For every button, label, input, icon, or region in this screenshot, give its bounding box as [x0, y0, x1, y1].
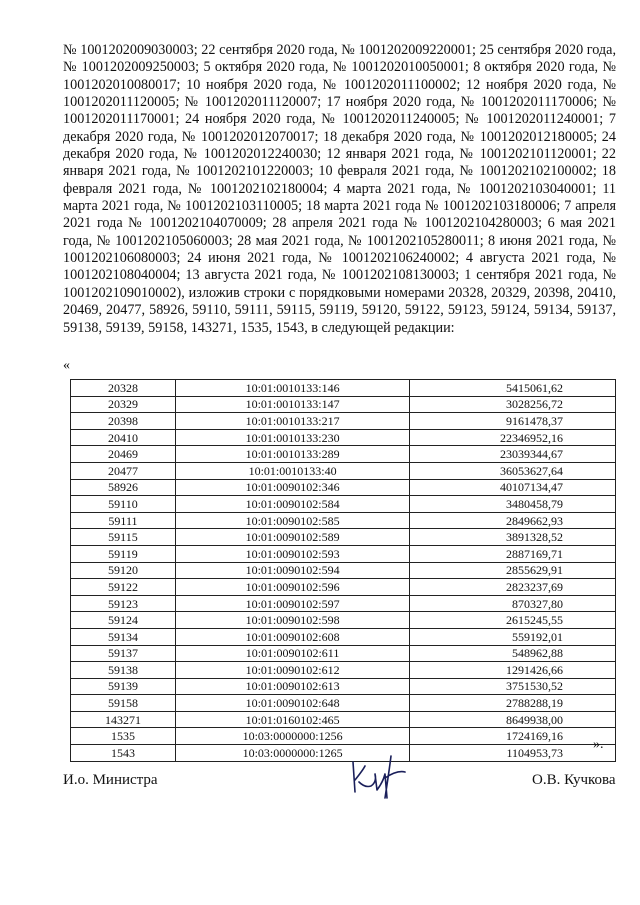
table-row	[71, 462, 616, 479]
cadastral-number: 10:01:0160102:465	[175, 711, 409, 728]
row-number: 59110	[71, 496, 176, 513]
cadastral-number: 10:01:0010133:40	[175, 462, 409, 479]
table-row	[71, 429, 616, 446]
table-row	[71, 711, 616, 728]
cadastral-value: 23039344,67	[410, 446, 616, 463]
table-body	[71, 380, 616, 762]
cadastral-number: 10:03:0000000:1256	[175, 728, 409, 745]
cadastral-value: 2615245,55	[410, 612, 616, 629]
signer-name: О.В. Кучкова	[532, 772, 616, 788]
table-row	[71, 678, 616, 695]
row-number: 20329	[71, 396, 176, 413]
row-number: 20477	[71, 462, 176, 479]
table-row	[71, 529, 616, 546]
row-number: 1543	[71, 745, 176, 762]
cadastral-number: 10:01:0090102:611	[175, 645, 409, 662]
table-row	[71, 413, 616, 430]
cadastral-value: 559192,01	[410, 628, 616, 645]
cadastral-value: 548962,88	[410, 645, 616, 662]
row-number: 20410	[71, 429, 176, 446]
cadastral-value: 1104953,73	[410, 745, 616, 762]
cadastral-number: 10:01:0010133:146	[175, 380, 409, 397]
table-row	[71, 728, 616, 745]
row-number: 20398	[71, 413, 176, 430]
cadastral-number: 10:01:0090102:594	[175, 562, 409, 579]
cadastral-value: 2849662,93	[410, 512, 616, 529]
cadastral-value: 3751530,52	[410, 678, 616, 695]
cadastral-number: 10:01:0090102:346	[175, 479, 409, 496]
cadastral-number: 10:01:0090102:648	[175, 695, 409, 712]
cadastral-number: 10:01:0010133:217	[175, 413, 409, 430]
table-row	[71, 380, 616, 397]
cadastral-number: 10:01:0090102:593	[175, 545, 409, 562]
cadastral-value: 8649938,00	[410, 711, 616, 728]
row-number: 58926	[71, 479, 176, 496]
row-number: 59119	[71, 545, 176, 562]
cadastral-number: 10:01:0090102:584	[175, 496, 409, 513]
cadastral-value: 2788288,19	[410, 695, 616, 712]
table-row	[71, 645, 616, 662]
cadastral-value: 2855629,91	[410, 562, 616, 579]
cadastral-value: 2823237,69	[410, 579, 616, 596]
handwritten-signature	[345, 752, 415, 802]
cadastral-value: 40107134,47	[410, 479, 616, 496]
row-number: 59111	[71, 512, 176, 529]
signer-title: И.о. Министра	[63, 772, 158, 788]
row-number: 59124	[71, 612, 176, 629]
opening-quote: «	[63, 358, 70, 373]
cadastral-value: 3480458,79	[410, 496, 616, 513]
cadastral-number: 10:01:0090102:596	[175, 579, 409, 596]
cadastral-number: 10:01:0010133:289	[175, 446, 409, 463]
table-row	[71, 496, 616, 513]
cadastral-number: 10:03:0000000:1265	[175, 745, 409, 762]
table-row	[71, 745, 616, 762]
row-number: 59134	[71, 628, 176, 645]
cadastral-number: 10:01:0090102:598	[175, 612, 409, 629]
row-number: 20328	[71, 380, 176, 397]
table-row	[71, 695, 616, 712]
cadastral-number: 10:01:0090102:589	[175, 529, 409, 546]
table-row	[71, 479, 616, 496]
cadastral-number: 10:01:0090102:597	[175, 595, 409, 612]
row-number: 143271	[71, 711, 176, 728]
table-row	[71, 446, 616, 463]
table-row	[71, 595, 616, 612]
cadastral-number: 10:01:0090102:612	[175, 662, 409, 679]
cadastral-number: 10:01:0010133:147	[175, 396, 409, 413]
table-row	[71, 628, 616, 645]
cadastral-value-table	[70, 379, 616, 762]
closing-quote: ».	[593, 737, 604, 752]
table-row	[71, 545, 616, 562]
table-row	[71, 512, 616, 529]
table-row	[71, 562, 616, 579]
cadastral-value: 870327,80	[410, 595, 616, 612]
cadastral-number: 10:01:0090102:585	[175, 512, 409, 529]
cadastral-number: 10:01:0090102:608	[175, 628, 409, 645]
row-number: 59115	[71, 529, 176, 546]
table-row	[71, 396, 616, 413]
row-number: 59158	[71, 695, 176, 712]
body-paragraph: № 1001202009030003; 22 сентября 2020 года, № 1001202009220001; 25 сентября 2020 года, № 1001202009250003; 5 октября 2020 года, № 1001202010050001; 8 октября 2020 года, № 1001202010080017; 10 ноября 2020 года, № 1001202011100002; 12 ноября 2020 года, № 1001202011120005; № 1001202011120007; 17 ноября 2020 года, № 1001202011170006; № 1001202011170001; 24 ноября 2020 года, № 1001202011240005; № 1001202011240001; 7 декабря 2020 года, № 1001202012070017; 18 декабря 2020 года, № 1001202012180005; 24 декабря 2020 года, № 1001202012240030; 12 января 2021 года, № 1001202101120001; 22 января 2021 года, № 1001202101220003; 10 февраля 2021 года, № 1001202102100002; 18 февраля 2021 года, № 1001202102180004; 4 марта 2021 года, № 1001202103040001; 11 марта 2021 года, № 1001202103110005; 18 марта 2021 года № 1001202103180006; 7 апреля 2021 года № 1001202104070009; 28 апреля 2021 года № 1001202104280003; 6 мая 2021 года, № 1001202105060003; 28 мая 2021 года, № 1001202105280011; 8 июня 2021 года, № 1001202106080003; 24 июня 2021 года, № 1001202106240002; 4 августа 2021 года, № 1001202108040004; 13 августа 2021 года, № 1001202108130003; 1 сентября 2021 года, № 1001202109010002), изложив строки с порядковыми номерами 20328, 20329, 20398, 20410, 20469, 20477, 58926, 59110, 59111, 59115, 59119, 59120, 59122, 59123, 59124, 59134, 59137, 59138, 59139, 59158, 143271, 1535, 1543, в следующей редакции:	[63, 42, 616, 336]
row-number: 59137	[71, 645, 176, 662]
cadastral-value: 3028256,72	[410, 396, 616, 413]
row-number: 59123	[71, 595, 176, 612]
cadastral-number: 10:01:0090102:613	[175, 678, 409, 695]
table-row	[71, 612, 616, 629]
row-number: 20469	[71, 446, 176, 463]
cadastral-number: 10:01:0010133:230	[175, 429, 409, 446]
table-row	[71, 662, 616, 679]
cadastral-value: 5415061,62	[410, 380, 616, 397]
cadastral-value: 22346952,16	[410, 429, 616, 446]
row-number: 59138	[71, 662, 176, 679]
cadastral-value: 36053627,64	[410, 462, 616, 479]
cadastral-value: 1291426,66	[410, 662, 616, 679]
table-row	[71, 579, 616, 596]
cadastral-value: 2887169,71	[410, 545, 616, 562]
row-number: 1535	[71, 728, 176, 745]
cadastral-value: 1724169,16	[410, 728, 616, 745]
cadastral-value: 3891328,52	[410, 529, 616, 546]
cadastral-value: 9161478,37	[410, 413, 616, 430]
row-number: 59139	[71, 678, 176, 695]
row-number: 59120	[71, 562, 176, 579]
row-number: 59122	[71, 579, 176, 596]
